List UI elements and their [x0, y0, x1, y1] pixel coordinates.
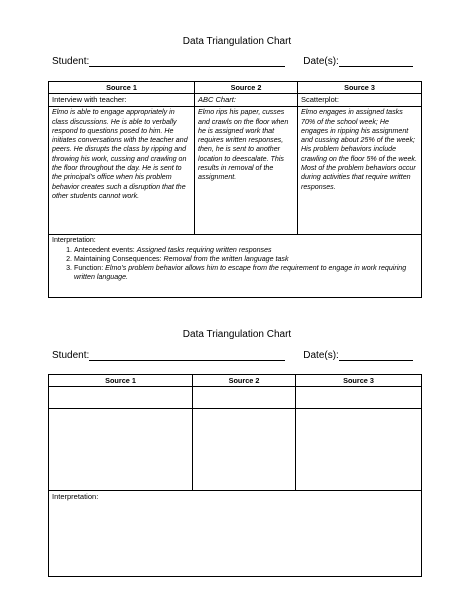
- dates-label: Date(s):: [303, 350, 339, 361]
- interpretation-item: 1. Antecedent events: Assigned tasks requiring written responses: [74, 246, 418, 255]
- interpretation-row: [49, 235, 422, 298]
- interpretation-item: 3. Function: Elmo's problem behavior allows him to escape from the requirement to engage in work requiring written language.: [74, 264, 418, 283]
- source-2-detail: Elmo rips his paper, cusses and crawls on the floor when he is assigned work that requires written responses, then, he is sent to another location to deescalate. This results in removal of the assignment.: [195, 107, 298, 235]
- source-detail-row: [49, 107, 422, 235]
- source-1-detail-cell[interactable]: [49, 409, 193, 491]
- interpretation-cell: [49, 235, 422, 298]
- chart-title: Data Triangulation Chart: [182, 329, 292, 340]
- student-date-line: [52, 56, 422, 67]
- student-label: Student:: [52, 56, 90, 67]
- header-source-3: Source 3: [298, 82, 422, 94]
- header-row: [49, 375, 422, 387]
- header-source-1: Source 1: [49, 82, 195, 94]
- chart-title: Data Triangulation Chart: [182, 36, 292, 47]
- source-1-detail: Elmo is able to engage appropriately in class discussions. He is able to verbally respond to questions posed to him. He initiates conversations with the teacher and peers. He disrupts the class by ripping and throwing his work, cussing and crawling on the floor throughout the day. He is sent to the principal's office when his problem behavior creates such a disruption that the other students cannot work.: [49, 107, 195, 235]
- dates-field[interactable]: [339, 351, 413, 361]
- dates-label: Date(s):: [303, 56, 339, 67]
- source-3-name: Scatterplot:: [298, 94, 422, 107]
- blank-triangulation-table: [48, 374, 422, 577]
- header-source-2: Source 2: [195, 82, 298, 94]
- source-3-detail: Elmo engages in assigned tasks 70% of the school week; He engages in ripping his assignment and cussing about 25% of the week; His problem behaviors include crawling on the floor 5% of the week. Most of the problem behaviors occur during activities that require written responses.: [298, 107, 422, 235]
- dates-field[interactable]: [339, 57, 413, 67]
- source-2-detail-cell[interactable]: [193, 409, 296, 491]
- interpretation-list: [52, 246, 418, 283]
- interpretation-row: [49, 491, 422, 577]
- interpretation-cell[interactable]: [49, 491, 422, 577]
- interpretation-label: Interpretation:: [52, 236, 96, 245]
- source-detail-row: [49, 409, 422, 491]
- source-name-row: [49, 387, 422, 409]
- source-1-name-cell[interactable]: [49, 387, 193, 409]
- interpretation-label: Interpretation:: [52, 492, 99, 502]
- source-name-row: [49, 94, 422, 107]
- student-field[interactable]: [89, 351, 285, 361]
- triangulation-table: [48, 81, 422, 298]
- source-2-name: ABC Chart:: [195, 94, 298, 107]
- student-date-line: [52, 350, 422, 361]
- header-source-2: Source 2: [193, 375, 296, 387]
- source-2-name-cell[interactable]: [193, 387, 296, 409]
- source-1-name: Interview with teacher:: [49, 94, 195, 107]
- header-source-3: Source 3: [296, 375, 422, 387]
- header-source-1: Source 1: [49, 375, 193, 387]
- source-3-name-cell[interactable]: [296, 387, 422, 409]
- student-label: Student:: [52, 350, 90, 361]
- source-3-detail-cell[interactable]: [296, 409, 422, 491]
- interpretation-item: 2. Maintaining Consequences: Removal from the written language task: [74, 255, 418, 264]
- student-field[interactable]: [89, 57, 285, 67]
- header-row: [49, 82, 422, 94]
